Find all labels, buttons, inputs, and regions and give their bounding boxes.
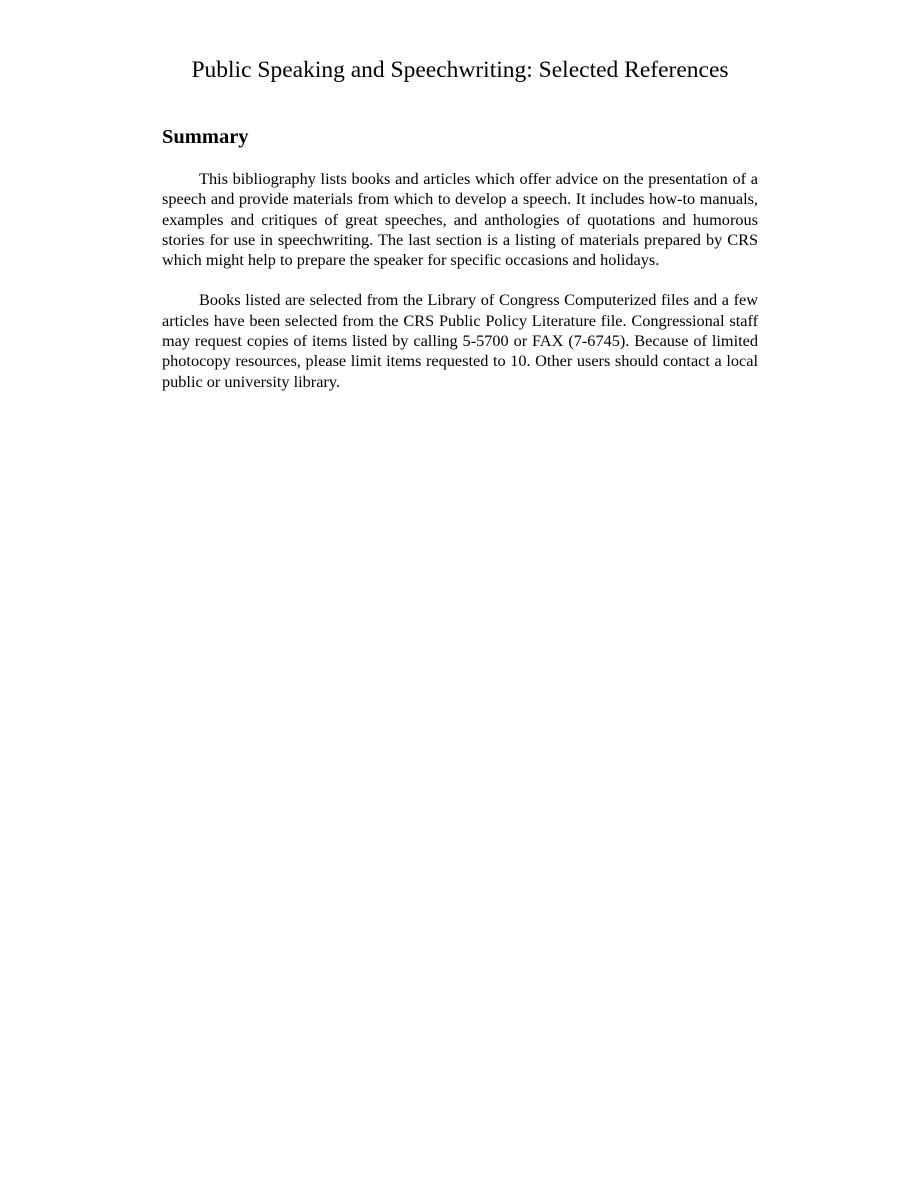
summary-paragraph-2: Books listed are selected from the Library of Congress Computerized files and a few articles have been selected from the CRS Public Policy Literature file. Congressional staff may request copies of items listed by calling 5-5700 or FAX (7-6745). Because of limited photocopy resources, please limit items requested to 10. Other users should contact a local public or university library. <box>162 290 758 391</box>
document-title: Public Speaking and Speechwriting: Selected References <box>191 57 729 83</box>
summary-heading: Summary <box>162 126 249 148</box>
summary-paragraph-1: This bibliography lists books and articles which offer advice on the presentation of a speech and provide materials from which to develop a speech. It includes how-to manuals, examples and critiques of great speeches, and anthologies of quotations and humorous stories for use in speechwriting. The last section is a listing of materials prepared by CRS which might help to prepare the speaker for specific occasions and holidays. <box>162 169 758 270</box>
summary-section <box>162 124 758 412</box>
